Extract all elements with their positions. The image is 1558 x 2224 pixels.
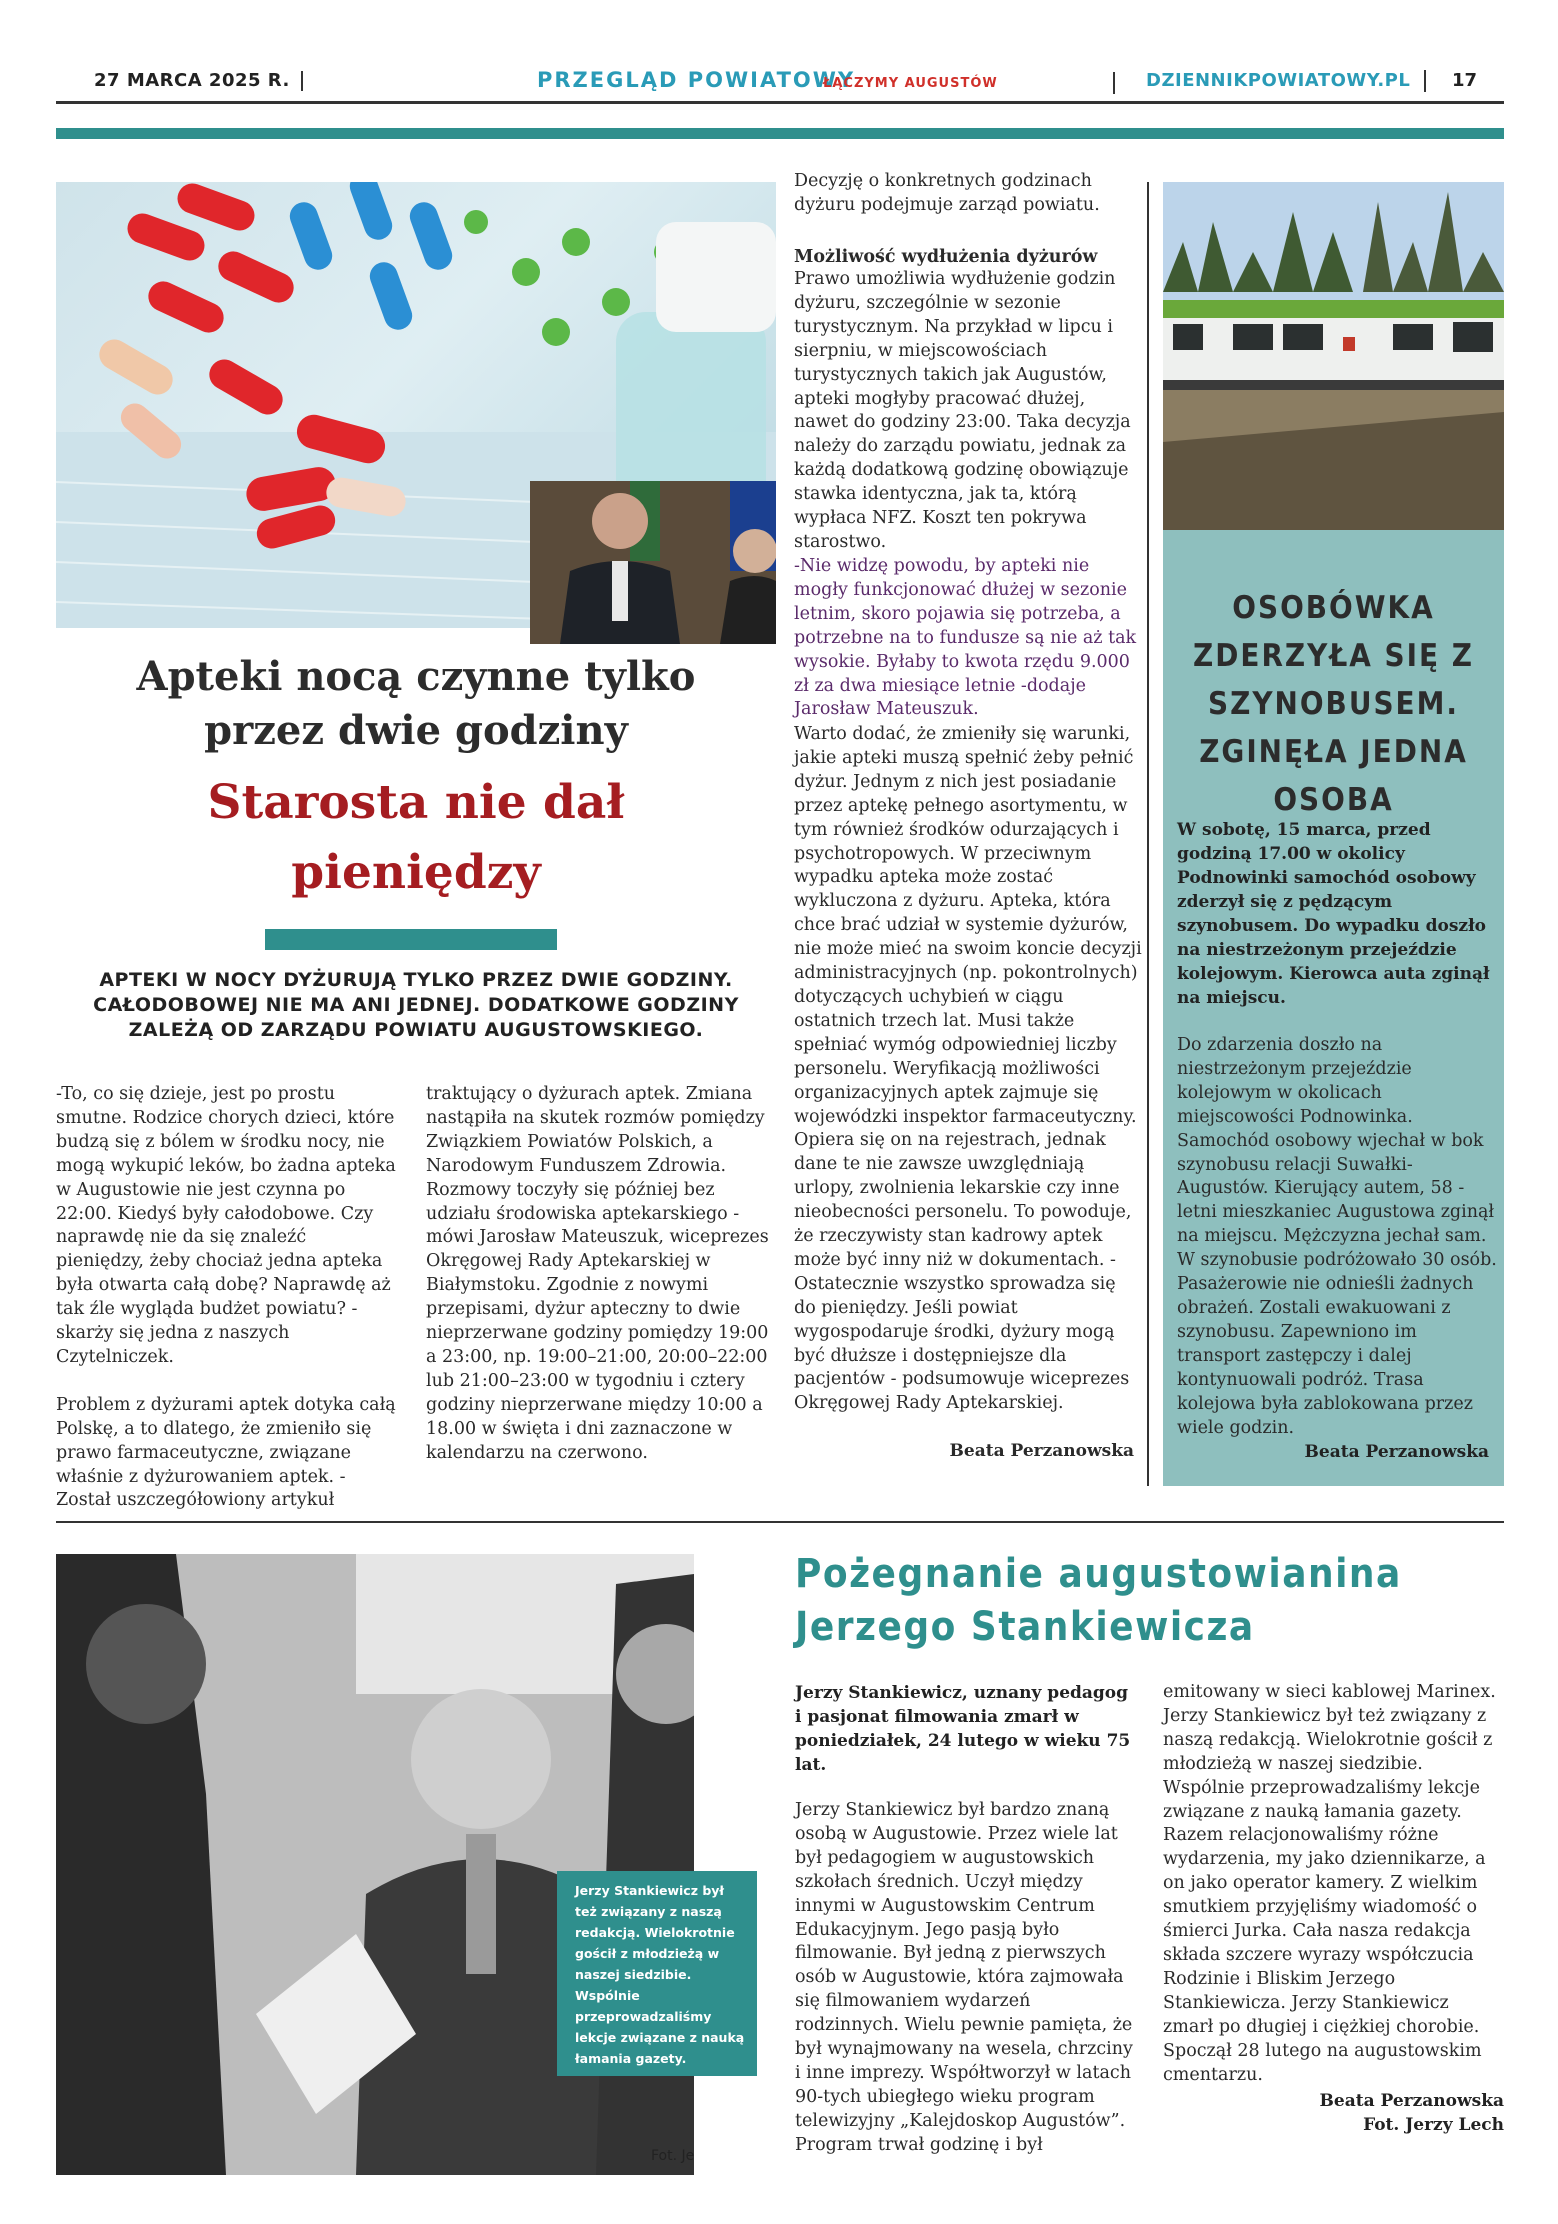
farewell-column-1: Jerzy Stankiewicz był bardzo znaną osobą w Augustowie. Przez wiele lat był pedagogiem w augustowskich szkołach średnich. Uczył między innymi w Augustowskim Centrum Edukacyjnym. Jego pasją było filmowanie. Był jedną z pierwszych osób w Augustowie, która zajmowała się filmowaniem wydarzeń rodzinnych. Wielu pewnie pamięta, że był wynajmowany na wesela, chrzciny i inne imprezy. Współtworzył w latach 90-tych ubiegłego wieku program telewizyjny „Kalejdoskop Augustów”. Program trwał godzinę i był [795,1800,1133,2155]
article-column-2: traktujący o dyżurach aptek. Zmiana nastąpiła na skutek rozmów pomiędzy Związkiem Powiatów Polskich, a Narodowym Funduszem Zdrowia. Rozmowy toczyły się później bez udziału środowiska aptekarskiego -mówi Jarosław Mateuszuk, wiceprezes Okręgowej Rady Aptekarskiej w Białymstoku. Zgodnie z nowymi przepisami, dyżur apteczny to dwie nieprzerwane godziny pomiędzy 19:00 a 23:00, np. 19:00–21:00, 20:00–22:00 lub 21:00–23:00 w tygodniu i cztery godziny nieprzerwane między 10:00 a 18.00 w święta i dni zaznaczone w kalendarzu na czerwono. [426,1084,769,1463]
photo-caption: Jerzy Stankiewicz był też związany z naszą redakcją. Wielokrotnie gościł z młodzieżą w naszej siedzibie. Wspólnie przeprowadzaliśmy lekcje związane z nauką łamania gazety. [575,1883,745,2066]
header-divider [1424,70,1426,92]
article-column-1: -To, co się dzieje, jest po prostu smutne. Rodzice chorych dzieci, które budzą się z bólem w środku nocy, nie mogą wykupić leków, bo żadna apteka w Augustowie nie jest czynna po 22:00. Kiedyś były całodobowe. Czy naprawdę nie da się znaleźć pieniędzy, żeby chociaż jedna apteka była otwarta całą dobę? Naprawdę aż tak źle wygląda budżet powiatu? -skarży się jedna z naszych Czytelniczek. Problem z dyżurami aptek dotyka całą Polskę, a to dlatego, że zmieniło się prawo farmaceutyczne, związane właśnie z dyżurowaniem aptek. -Został uszczegółowiony artykuł [56,1084,396,1511]
photo-credit: Fot. Je [651,2148,695,2164]
pull-quote: -Nie widzę powodu, by apteki nie mogły funkcjonować dłużej w sezonie letnim, skoro pojawia się potrzeba, a potrzebne na to fundusze są nie aż tak wysokie. Byłaby to kwota rzędu 9.000 zł za dwa miesiące letnie -dodaje Jarosław Mateuszuk. [794,556,1137,720]
header-divider [301,71,303,91]
masthead-title[interactable]: PRZEGLĄD POWIATOWY [537,68,856,92]
headline-accent-2: pieniędzy [291,845,541,900]
farewell-column-2: emitowany w sieci kablowej Marinex. Jerzy Stankiewicz był też związany z naszą redakcją. Wielokrotnie gościł z młodzieżą w naszej siedzibie. Wspólnie przeprowadzaliśmy lekcje związane z nauką łamania gazety. Razem relacjonowaliśmy różne wydarzenia, my jako dziennikarze, a on jako operator kamery. Z wielkim smutkiem przyjęliśmy wiadomość o śmierci Jurka. Cała nasza redakcja składa szczere wyrazy współczucia Rodzinie i Bliskim Jerzego Stankiewicza. Jerzy Stankiewicz zmarł po długiej i ciężkiej chorobie. Spoczął 28 lutego na augustowskim cmentarzu. [1163,1682,1496,2085]
section-rule [56,1521,1504,1523]
website-link[interactable]: DZIENNIKPOWIATOWY.PL [1146,70,1411,91]
page-number: 17 [1452,70,1478,91]
headline-line-2: przez dwie godziny [204,707,628,754]
headline-line-1: Apteki nocą czynne tylko [136,653,696,700]
article-column-3-continued: Warto dodać, że zmieniły się warunki, jakie apteki muszą spełnić żeby pełnić dyżur. Jednym z nich jest posiadanie przez aptekę pełnego asortymentu, w tym również środków odurzających i psychotropowych. W przeciwnym wypadku apteka może zostać wykluczona z dyżuru. Apteka, która chce brać udział w systemie dyżurów, nie może mieć na swoim koncie decyzji administracyjnych (np. pokontrolnych) dotyczących uchybień w ciągu ostatnich trzech lat. Musi także spełniać wymóg odpowiedniej liczby personelu. Weryfikacją możliwości organizacyjnych aptek zajmuje się wojewódzki inspektor farmaceutyczny. Opiera się on na rejestrach, jednak dane te nie zawsze uwzględniają urlopy, zwolnienia lekarskie czy inne nieobecności personelu. To powoduje, że rzeczywisty stan kadrowy aptek może być inny niż w dokumentach. -Ostatecznie wszystko sprowadza się do pieniędzy. Jeśli powiat wygospodaruje środki, dyżury mogą być dłuższe i dostępniejsze dla pacjentów - podsumowuje wiceprezes Okręgowej Rady Aptekarskiej. [794,724,1142,1414]
header-rule [56,101,1504,104]
article-lead: APTEKI W NOCY DYŻURUJĄ TYLKO PRZEZ DWIE GODZINY. CAŁODOBOWEJ NIE MA ANI JEDNEJ. DODATKOWE GODZINY ZALEŻĄ OD ZARZĄDU POWIATU AUGUSTOWSKIEGO. [93,969,739,1041]
train-illustration [1163,182,1504,530]
headline-underline [265,929,557,950]
column-divider [1147,182,1149,1486]
memorial-photo [56,1554,694,2175]
article-column-3-body: Prawo umożliwia wydłużenie godzin dyżuru, szczególnie w sezonie turystycznym. Na przykład w lipcu i sierpniu, w miejscowościach turystycznych takich jak Augustów, apteki mogłyby pracować dłużej, nawet do godziny 23:00. Taka decyzja należy do zarządu powiatu, jednak za każdą dodatkową godzinę obowiązuje stawka identyczna, jak ta, którą wypłaca NFZ. Koszt ten pokrywa starostwo. [794,269,1131,552]
farewell-lead: Jerzy Stankiewicz, uznany pedagog i pasjonat filmowania zmarł w poniedziałek, 24 lutego w wieku 75 lat. [795,1683,1131,1775]
train-photo [1163,182,1504,530]
farewell-photo-signature: Fot. Jerzy Lech [1363,2115,1504,2135]
header-divider [1113,72,1115,94]
sidebar-lead: W sobotę, 15 marca, przed godziną 17.00 w okolicy Podnowinki samochód osobowy zderzył się z pędzącym szynobusem. Do wypadku doszło na niestrzeżonym przejeździe kolejowym. Kierowca auta zginął na miejscu. [1177,820,1490,1008]
sidebar-body: Do zdarzenia doszło na niestrzeżonym przejeździe kolejowym w okolicach miejscowości Podnowinka. Samochód osobowy wjechał w bok szynobusu relacji Suwałki-Augustów. Kierujący autem, 58 -letni mieszkaniec Augustowa zginął na miejscu. Mężczyzna jechał sam. W szynobusie podróżowało 30 osób. Pasażerowie nie odnieśli żadnych obrażeń. Zostali ewakuowani z szynobusu. Zapewniono im transport zastępczy i dalej kontynuowali podróż. Trasa kolejowa była zablokowana przez wiele godzin. [1177,1035,1497,1438]
portrait-photo [530,481,776,644]
sidebar-signature: Beata Perzanowska [1304,1442,1489,1462]
farewell-signature: Beata Perzanowska [1319,2091,1504,2111]
portrait-illustration [530,481,776,644]
memorial-illustration [56,1554,694,2175]
sidebar-headline: OSOBÓWKA ZDERZYŁA SIĘ Z SZYNOBUSEM. ZGINĘŁA JEDNA OSOBA [1193,590,1474,818]
headline-accent-1: Starosta nie dał [207,775,625,830]
masthead-tagline: ŁĄCZYMY AUGUSTÓW [823,76,998,91]
article-column-3-intro: Decyzję o konkretnych godzinach dyżuru podejmuje zarząd powiatu. [794,171,1100,215]
teal-band [56,128,1504,139]
farewell-headline: Pożegnanie augustowianina Jerzego Stankiewicza [795,1551,1402,1650]
column-subheading: Możliwość wydłużenia dyżurów [794,247,1098,267]
issue-date: 27 MARCA 2025 R. [94,70,290,91]
author-signature: Beata Perzanowska [949,1441,1134,1461]
